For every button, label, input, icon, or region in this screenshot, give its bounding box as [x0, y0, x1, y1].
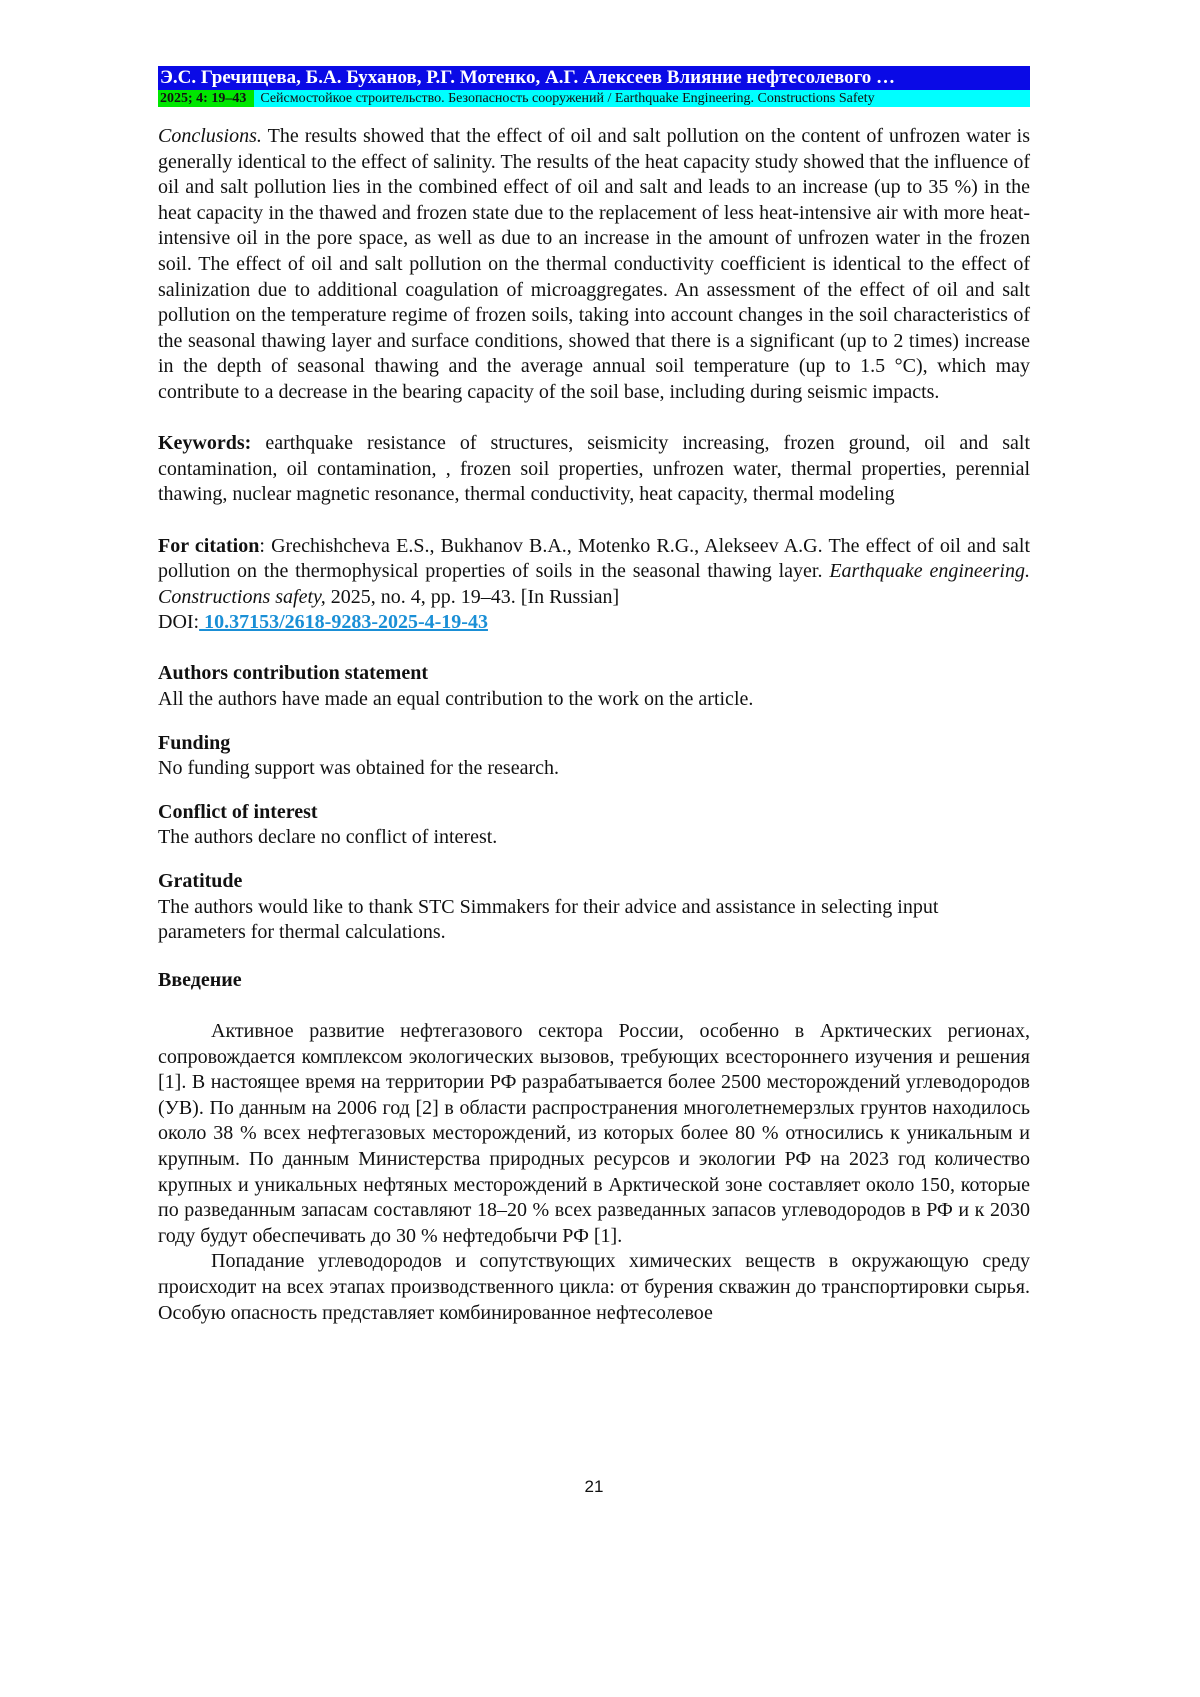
- section-text: The authors would like to thank STC Simmakers for their advice and assistance in selecting input parameters for thermal calculations.: [158, 895, 988, 946]
- keywords-paragraph: [158, 431, 1030, 508]
- page-number: 21: [0, 1477, 1188, 1497]
- citation-details: 2025, no. 4, pp. 19–43. [In Russian]: [326, 586, 619, 608]
- section-title: Conflict of interest: [158, 800, 1030, 826]
- section-text: The authors declare no conflict of interest.: [158, 825, 1030, 851]
- keywords-label: Keywords:: [158, 432, 251, 454]
- section-title: Funding: [158, 731, 1030, 757]
- keywords-text: earthquake resistance of structures, seismicity increasing, frozen ground, oil and salt contamination, oil contamination, , frozen soil properties, unfrozen water, thermal properties, perennial thawing, nuclear magnetic resonance, thermal conductivity, heat capacity, thermal modeling: [158, 432, 1030, 505]
- intro-heading: Введение: [158, 968, 1030, 994]
- journal-name: Сейсмостойкое строительство. Безопасность сооружений / Earthquake Engineering. Constructions Safety: [254, 90, 1030, 107]
- section-text: No funding support was obtained for the research.: [158, 756, 1030, 782]
- section-authors: [158, 661, 1030, 712]
- intro-paragraph-2: Попадание углеводородов и сопутствующих химических веществ в окружающую среду происходит на всех этапах производственного цикла: от бурения скважин до транспортировки сырья. Особую опасность представляет комбинированное нефтесолевое: [158, 1249, 1030, 1326]
- section-text: All the authors have made an equal contribution to the work on the article.: [158, 687, 1030, 713]
- citation-text: : Grechishcheva E.S., Bukhanov B.A., Motenko R.G., Alekseev A.G. The effect of oil and salt pollution on the thermophysical properties of soils in the seasonal thawing layer.: [158, 535, 1030, 583]
- section-conflict: [158, 800, 1030, 851]
- section-title: Gratitude: [158, 869, 1030, 895]
- intro-paragraph-1: Активное развитие нефтегазового сектора России, особенно в Арктических регионах, сопровождается комплексом экологических вызовов, требующих всестороннего изучения и решения [1]. В настоящее время на территории РФ разрабатывается более 2500 месторождений углеводородов (УВ). По данным на 2006 год [2] в области распространения многолетнемерзлых грунтов находилось около 38 % всех нефтегазовых месторождений, из которых более 80 % относились к уникальным и крупным. По данным Министерства природных ресурсов и экологии РФ на 2023 год количество крупных и уникальных нефтяных месторождений в Арктической зоне составляет около 150, которые по разведанным запасам составляют 18–20 % всех разведанных запасов углеводородов в РФ и к 2030 году будут обеспечивать до 30 % нефтедобычи РФ [1].: [158, 1019, 1030, 1249]
- section-funding: [158, 731, 1030, 782]
- citation-paragraph: [158, 534, 1030, 636]
- section-gratitude: [158, 869, 1030, 946]
- running-header-title: Э.С. Гречищева, Б.А. Буханов, Р.Г. Мотенко, А.Г. Алексеев Влияние нефтесолевого …: [158, 66, 1030, 90]
- doi-link[interactable]: 10.37153/2618-9283-2025-4-19-43: [199, 611, 488, 633]
- doi-label: DOI:: [158, 611, 199, 633]
- section-title: Authors contribution statement: [158, 661, 1030, 687]
- conclusions-text: The results showed that the effect of oil and salt pollution on the content of unfrozen water is generally identical to the effect of salinity. The results of the heat capacity study showed that the influence of oil and salt pollution lies in the combined effect of oil and salt and leads to an increase (up to 35 %) in the heat capacity in the thawed and frozen state due to the replacement of less heat-intensive air with more heat-intensive oil in the pore space, as well as due to an increase in the amount of unfrozen water in the frozen soil. The effect of oil and salt pollution on the thermal conductivity coefficient is identical to the effect of salinization due to additional coagulation of microaggregates. An assessment of the effect of oil and salt pollution on the temperature regime of frozen soils, taking into account changes in the soil characteristics of the seasonal thawing layer and surface conditions, showed that there is a significant (up to 2 times) increase in the depth of seasonal thawing and the average annual soil temperature (up to 1.5 °C), which may contribute to a decrease in the bearing capacity of the soil base, including during seismic impacts.: [158, 125, 1030, 403]
- conclusions-label: Conclusions.: [158, 125, 262, 147]
- citation-label: For citation: [158, 535, 259, 557]
- running-header-journal: [158, 90, 1030, 107]
- document-page: [158, 66, 1030, 1326]
- issue-info: 2025; 4: 19–43: [158, 90, 254, 107]
- citation-journal: Earthquake engineering. Constructions safety,: [158, 560, 1030, 608]
- conclusions-paragraph: [158, 124, 1030, 406]
